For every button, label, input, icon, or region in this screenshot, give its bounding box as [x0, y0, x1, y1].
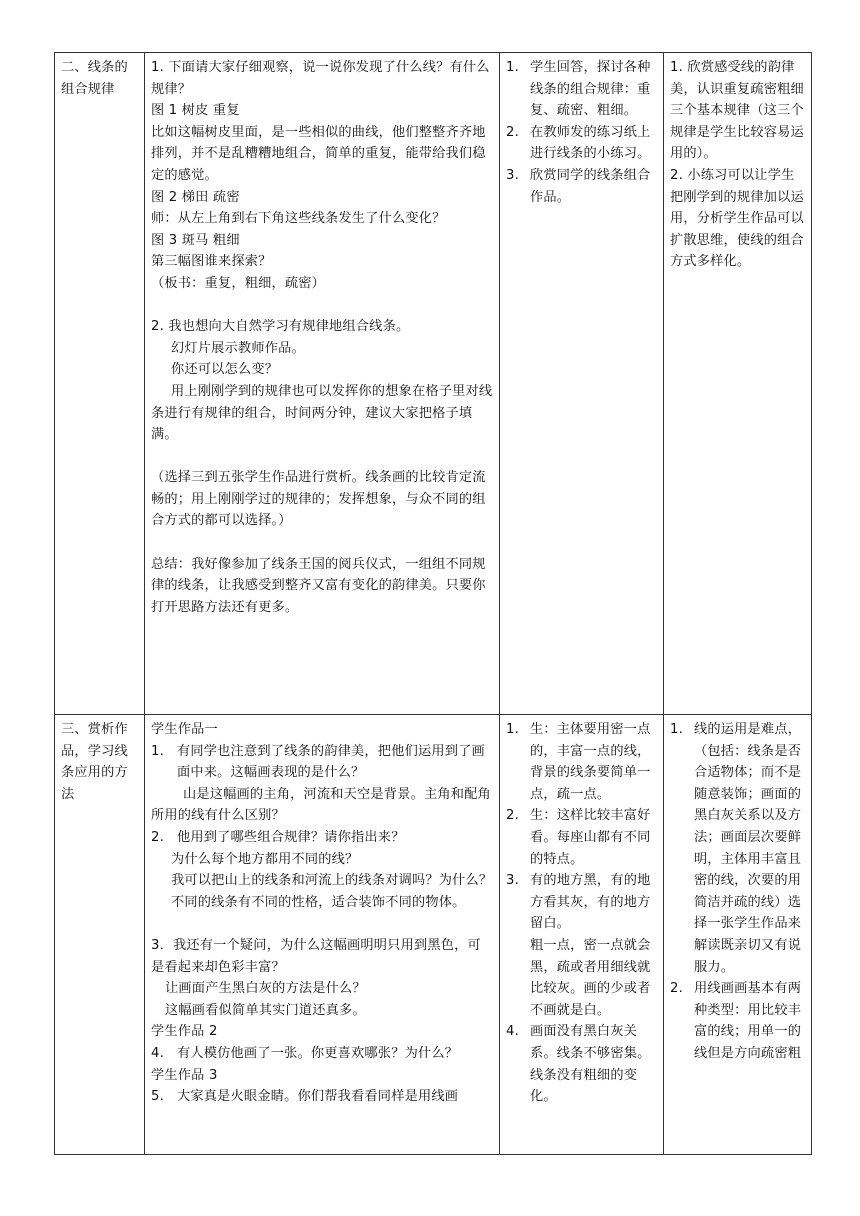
intent-point-1: 1. 欣赏感受线的韵律美，认识重复疏密粗细三个基本规律（这三个规律是学生比较容易运用的）。	[670, 60, 804, 162]
list-item: 2. 生：这样比较丰富好看。每座山都有不同的特点。	[506, 808, 651, 867]
item-2-conclusion: 不同的线条有不同的性格，适合装饰不同的物体。	[171, 894, 466, 910]
design-intent-list	[670, 719, 805, 1065]
item-2-swap: 我可以把山上的线条和河流上的线条对调吗？为什么？	[171, 873, 493, 889]
figure-2-text: 师：从左上角到右下角这些线条发生了什么变化？	[151, 211, 446, 227]
question-3: 3．我还有一个疑问，为什么这幅画明明只用到黑色，可是看起来却色彩丰富？	[151, 937, 481, 975]
design-intent-cell	[664, 53, 812, 715]
question-3-note: 这幅画看似简单其实门道还真多。	[165, 1002, 366, 1018]
summary: 总结：我好像参加了线条王国的阅兵仪式，一组组不同规律的线条，让我感受到整齐又富有变化的韵律美。只要你打开思路方法还有更多。	[151, 556, 486, 615]
selection-note: （选择三到五张学生作品进行赏析。线条画的比较肯定流畅的；用上刚刚学过的规律的；发挥想象，与众不同的组合方式的都可以选择。）	[151, 470, 486, 529]
student-activity-cell	[500, 53, 664, 715]
list-item: 1. 生：主体要用密一点的，丰富一点的线，背景的线条要简单一点，疏一点。	[506, 722, 651, 802]
list-item: 3. 有的地方黑，有的地方看其灰，有的地方留白。	[506, 873, 651, 932]
work-2-label: 学生作品 2	[151, 1024, 218, 1040]
list-item: 2. 用线画画基本有两种类型：用比较丰富的线；用单一的线但是方向疏密粗	[670, 981, 802, 1061]
figure-3-text: 第三幅图谁来探索？	[151, 254, 272, 270]
list-item: 2. 他用到了哪些组合规律？请你指出来？	[151, 829, 405, 845]
student-activity-list	[506, 719, 657, 1108]
table-row	[55, 715, 812, 1155]
question-3-method: 让画面产生黑白灰的方法是什么？	[165, 981, 366, 997]
figure-3-label: 图 3 斑马 粗细	[151, 232, 240, 248]
figure-1-text: 比如这幅树皮里面，是一些相似的曲线，他们整整齐齐地排列，并不是乱糟糟地组合，简单的重复，能带给我们稳定的感觉。	[151, 124, 486, 183]
question-2-slide: 幻灯片展示教师作品。	[171, 340, 305, 356]
question-2-exercise: 用上刚刚学到的规律也可以发挥你的想象在格子里对线条进行有规律的组合，时间两分钟，建议大家把格子填满。	[151, 383, 493, 443]
list-item: 1. 有同学也注意到了线条的韵律美，把他们运用到了画面中来。这幅画表现的是什么？	[151, 743, 485, 781]
question-2-change: 你还可以怎么变？	[171, 362, 279, 378]
list-item: 粗一点，密一点就会黑，疏或者用细线就比较灰。画的少或者不画就是白。	[530, 937, 651, 1018]
lesson-plan-table	[54, 52, 812, 1155]
item-1-detail: 山是这幅画的主角，河流和天空是背景。主角和配角所用的线有什么区别？	[151, 786, 491, 824]
section-title: 二、线条的组合规律	[61, 60, 128, 97]
figure-1-label: 图 1 树皮 重复	[151, 103, 240, 119]
list-item: 4. 有人模仿他画了一张。你更喜欢哪张？为什么？	[151, 1045, 459, 1061]
section-cell	[55, 715, 145, 1155]
section-cell	[55, 53, 145, 715]
list-item: 1. 线的运用是难点，（包括：线条是否合适物体；而不是随意装饰；画面的黑白灰关系以及方法；画面层次要鲜明，主体用丰富且密的线，次要的用简洁并疏的线）选择一张学生作品来解读既亲切又有说服力。	[670, 722, 802, 975]
teacher-activity-cell	[145, 715, 500, 1155]
teacher-activity-cell	[145, 53, 500, 715]
item-2-why: 为什么每个地方都用不同的线？	[171, 851, 359, 867]
list-item: 2. 在教师发的练习纸上进行线条的小练习。	[506, 124, 651, 162]
figure-2-label: 图 2 梯田 疏密	[151, 189, 240, 205]
design-intent-cell	[664, 715, 812, 1155]
work-1-label: 学生作品一	[151, 722, 218, 737]
list-item: 4. 画面没有黑白灰关系。线条不够密集。线条没有粗细的变化。	[506, 1024, 651, 1105]
intent-point-2: 2. 小练习可以让学生把刚学到的规律加以运用，分析学生作品可以扩散思维，使线的组合方式多样化。	[670, 167, 804, 270]
list-item: 5. 大家真是火眼金睛。你们帮我看看同样是用线画	[151, 1089, 459, 1105]
table-row	[55, 53, 812, 715]
list-item: 1. 学生回答，探讨各种线条的组合规律：重复、疏密、粗细。	[506, 60, 651, 119]
student-activity-list	[506, 57, 657, 208]
work-3-label: 学生作品 3	[151, 1067, 218, 1083]
board-note: （板书：重复，粗细，疏密）	[151, 275, 326, 291]
question-1: 1. 下面请大家仔细观察，说一说你发现了什么线？有什么规律？	[151, 60, 490, 97]
student-activity-cell	[500, 715, 664, 1155]
section-title: 三、赏析作品，学习线条应用的方法	[61, 722, 128, 802]
question-2: 2. 我也想向大自然学习有规律地组合线条。	[151, 319, 410, 335]
list-item: 3. 欣赏同学的线条组合作品。	[506, 167, 651, 205]
